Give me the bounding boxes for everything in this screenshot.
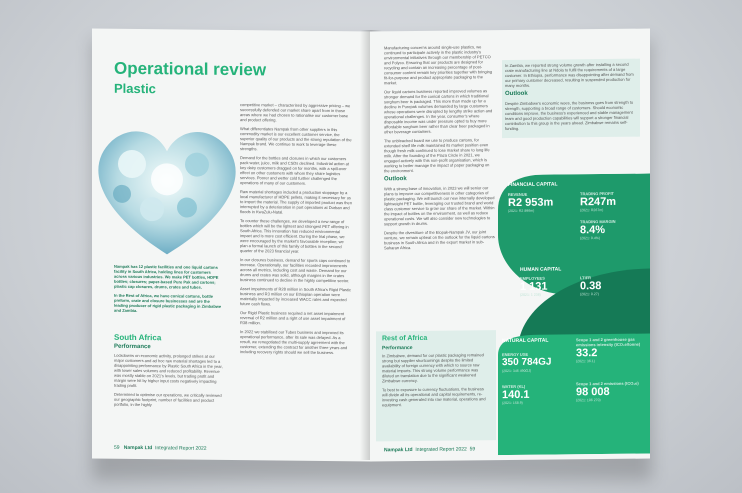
outlook-heading-2: Outlook	[505, 90, 528, 98]
employees-label: EMPLOYEES	[520, 275, 545, 281]
left-column-1	[114, 264, 224, 318]
rest-performance-heading: Performance	[382, 345, 413, 352]
south-africa-heading: South Africa	[114, 332, 162, 343]
paragraph: Demand for the bottles and closures in which our customers pack water, juice, milk and CSDs declined. Industrial action at key dairy customers dragged on for months, with a spill-over effect on other customers with whom they share logistics services. Poorer and wetter cold further challenged the operations of many of our customers.	[240, 155, 349, 186]
performance-heading: Performance	[114, 343, 151, 351]
employees-kpi	[520, 276, 548, 297]
paragraph: Despite the divestiture of the Elopak-Nampak JV, our joint venture, we remain upbeat on the outlook for the liquid cartons business in South Africa and in the export market in sub-Saharan Africa.	[384, 229, 495, 251]
right-column-1	[384, 44, 496, 254]
revenue-label: REVENUE	[508, 191, 528, 198]
rest-of-africa-box	[376, 330, 496, 441]
intro-paragraph: Nampak has 12 plastic facilities and one liquid cartons facility in South Africa, holding lines for customers across various industries. We make PET bottles, HDPE bottles; closures; paper-based Pure Pak and cartons; plastic cap closures, drums, crates and tubes.	[114, 263, 219, 290]
emissions-value: 98 008	[576, 385, 610, 399]
left-footer	[114, 445, 207, 452]
water-label: WATER (KL)	[502, 383, 526, 390]
ltifr-prior: (2021: 0.27)	[580, 292, 599, 297]
page-subtitle: Plastic	[114, 80, 156, 97]
revenue-kpi	[508, 192, 553, 213]
rest-of-africa-intro: In the Rest of Africa, we have conical cartons, bottle preform, crate and closure businesses and are the leading producer of rigid plastic packaging in Zimbabwe and Zambia.	[114, 292, 222, 314]
paragraph: In our closures business, demand for sports caps continued to increase. Operationally, our facilities recorded improvements across all metrics, including cost and waste. Demand for our drums and crates was solid, although margins in the crates business continued to decline in the highly competitive sector.	[240, 257, 351, 284]
revenue-prior: (2021: R2 896m)	[508, 208, 535, 214]
right-page	[370, 29, 650, 462]
rest-of-africa-heading: Rest of Africa	[382, 334, 428, 343]
energy-prior: (2021: 346 490GJ)	[502, 368, 532, 374]
right-footer	[384, 446, 475, 453]
trading-profit-label: TRADING PROFIT	[580, 190, 614, 197]
paragraph: To counter these challenges, we developed a new range of bottles which will be the lightest and strongest PET offering in South Africa. This innovation has reduced environmental impact and is more cost efficient. During the trial phase, we were encouraged by the market's favourable reception; we plan a formal launch of this family of bottles in the second quarter of the 2023 financial year.	[240, 218, 349, 254]
emissions-intensity-value: 33.2	[576, 347, 598, 360]
report-name: Integrated Report 2022	[415, 446, 467, 453]
trading-profit-prior: (2021: R267m)	[580, 208, 604, 213]
paragraph: To best to exposure to currency fluctuations, the business will divide all its operational and capital requirements, re-investing cash generated into raw material, operations and equipment.	[382, 386, 486, 408]
performance-paragraph: Lockdowns on economic activity, prolonged strikes at our major customers and ad hoc raw material shortages led to a disappointing performance by Plastic South Africa in the year, with lower sales volumes and reduced profitability. Revenue was mostly stable on 2021's levels, but trading profit and margin were hit by higher input costs negatively impacting trading profit.	[114, 352, 223, 389]
outlook-heading: Outlook	[384, 176, 407, 183]
water-kpi	[502, 383, 568, 405]
emissions-intensity-prior: (2021: 36.1)	[576, 359, 595, 364]
emissions-intensity-label: Scope 1 and 2 greenhouse gas emissions intensity (tCO₂e/tonne)	[576, 336, 641, 348]
water-prior: (2021: 158.9)	[502, 400, 523, 406]
paragraph: competitive market – characterised by aggressive pricing – we successfully defended our market share apart from in those areas where we had chosen to rationalise our customer base and product offering.	[240, 102, 351, 123]
trading-profit-value: R247m	[580, 195, 617, 209]
employees-value: 1 131	[520, 280, 548, 293]
left-page	[92, 29, 372, 462]
human-capital-label: HUMAN CAPITAL	[520, 266, 562, 273]
report-name: Integrated Report 2022	[155, 445, 207, 452]
trading-margin-kpi	[580, 219, 616, 240]
paragraph: Manufacturing concerns around single-use plastics, we continued to participate actively in the plastic industry's environmental initiatives through our membership of PETCO and Polyco. Ensuring that our products are designed for recycling and contain an increasing percentage of post-consumer content remain key priorities together with bringing fit-for-purpose and product appropriate packaging to the market.	[384, 44, 493, 86]
page-title: Operational review	[114, 58, 267, 80]
paragraph: Asset impairments of R28 million in South Africa's Rigid Plastic business and R3 million on our Ethiopian operation were materially impacted by increased WACC rates and expected future cash flows.	[240, 286, 352, 307]
paragraph: What differentiates Nampak from other suppliers in this commodity market is our excellent customer service, the superior quality of our products and the strong reputation of the Nampak brand. We continue to work to leverage these strengths.	[240, 126, 352, 152]
emissions-kpi	[576, 381, 646, 403]
footprint-paragraph: Determined to optimise our operations, we critically reviewed our geographic footprint, number of facilities and product portfolio, in the highly	[114, 391, 222, 408]
trading-margin-label: TRADING MARGIN	[580, 218, 616, 225]
rest-of-africa-text	[382, 352, 490, 411]
trading-margin-value: 8.4%	[580, 224, 606, 237]
company-name: Nampak Ltd	[123, 444, 153, 452]
ltifr-value: 0.38	[580, 280, 602, 293]
human-capital-panel	[520, 266, 648, 327]
emissions-intensity-kpi	[576, 337, 646, 364]
ltifr-label: LTIFR	[580, 275, 592, 281]
paragraph: Our liquid cartons business reported improved volumes as stronger demand for the conical cartons in which traditional sorghum beer is packaged. This more than made up for a decline in Purepak volumes demanded by large customers whose operations were disrupted by lengthy strike action and operational challenges. In the year, consumer's where disposable income was under pressure opted to buy more affordable sorghum beer rather than clear beer packaged in other beverage containers.	[384, 88, 493, 135]
emissions-prior: (2021: 106 270)	[576, 398, 601, 403]
ltifr-kpi	[580, 275, 601, 296]
paragraph: In 2022 we stabilised our Tubes business and improved its operational performance, after its sale was delayed. As a result, we renegotiated the multi-supply agreement with the customer, extending the contract for another three years and including recovery rights should we sell the business.	[240, 329, 348, 356]
energy-value: 350 784GJ	[502, 356, 552, 369]
natural-capital-panel	[502, 337, 648, 449]
paragraph: The unbleached board we use to produce cartons, for extended shelf life milk maintained its market position even though fresh milk continued to lose market share to long life milk. After the founding of the Plaza Circle in 2021, we engaged actively with this non-profit organisation, which is working to better manage the impact of paper packaging on the environment.	[384, 137, 490, 174]
paragraph: In Zimbabwe, demand for our plastic packaging remained strong but supplier shortcomings despite the limited availability of foreign currency with which to source raw material imports. This strong volume performance was diluted on translation due to the significant weakened Zimbabwe currency.	[382, 352, 484, 384]
plastic-bottles-heart-image	[92, 119, 242, 261]
natural-capital-label: NATURAL CAPITAL	[502, 337, 549, 345]
page-number: 59	[469, 446, 476, 453]
paragraph: Despite Zimbabwe's economic woes, the business goes from strength to strength, supporting a broad range of customers. Should economic conditions improve, the business's experienced and stable management team and good production capabilities will support a stronger financial contribution to this group in the years ahead. Zimbabwe remains self-funding.	[505, 99, 634, 132]
trading-margin-prior: (2021: 9.4%)	[580, 236, 601, 241]
revenue-value: R2 953m	[508, 196, 554, 210]
trading-profit-kpi	[580, 191, 616, 212]
left-column-2	[240, 102, 352, 359]
paragraph: In Zambia, we reported strong volume growth after installing a second crate manufacturing line at Ndola to fulfil the requirements of a large customer. In Ethiopia, performance was disappointing after demand from our primary customer decreased, resulting in suspended production for many months.	[505, 61, 634, 89]
energy-label: ENERGY USE	[502, 351, 529, 358]
paragraph: Our Rigid Plastic business required a net asset impairment reversal of R2 million and a right of use asset impairment of R38 million.	[240, 310, 346, 326]
employees-prior: (2021: 1 236)	[520, 292, 541, 297]
financial-capital-label: FINANCIAL CAPITAL	[508, 181, 558, 189]
water-value: 140.1	[502, 388, 530, 402]
left-column-1-body	[114, 353, 224, 412]
company-name: Nampak Ltd	[384, 447, 413, 454]
right-column-2-box	[502, 59, 640, 138]
paragraph: Raw material shortages included a production stoppage by a local manufacturer of HDPE pellets, making it necessary for us to import the material. The supply of imported product was then interrupted by a deterioration in port operations at Durban and floods in KwaZulu-Natal.	[240, 189, 352, 215]
paragraph: With a strong base of innovation, in 2023 we will senior our plans to improve our competitiveness in other categories of plastic packaging. We will launch our new internally developed lightweight PET bottle, leveraging our trusted brand and world class customer service to grow our share of the market. Within the impact of bottles on the environment, as well as reduce operational costs. We will also consider new technologies to support growth in drums.	[384, 185, 495, 227]
energy-kpi	[502, 351, 568, 373]
page-number: 59	[114, 444, 120, 451]
emissions-label: Scope 1 and 2 emissions (tCO₂e)	[576, 380, 639, 387]
